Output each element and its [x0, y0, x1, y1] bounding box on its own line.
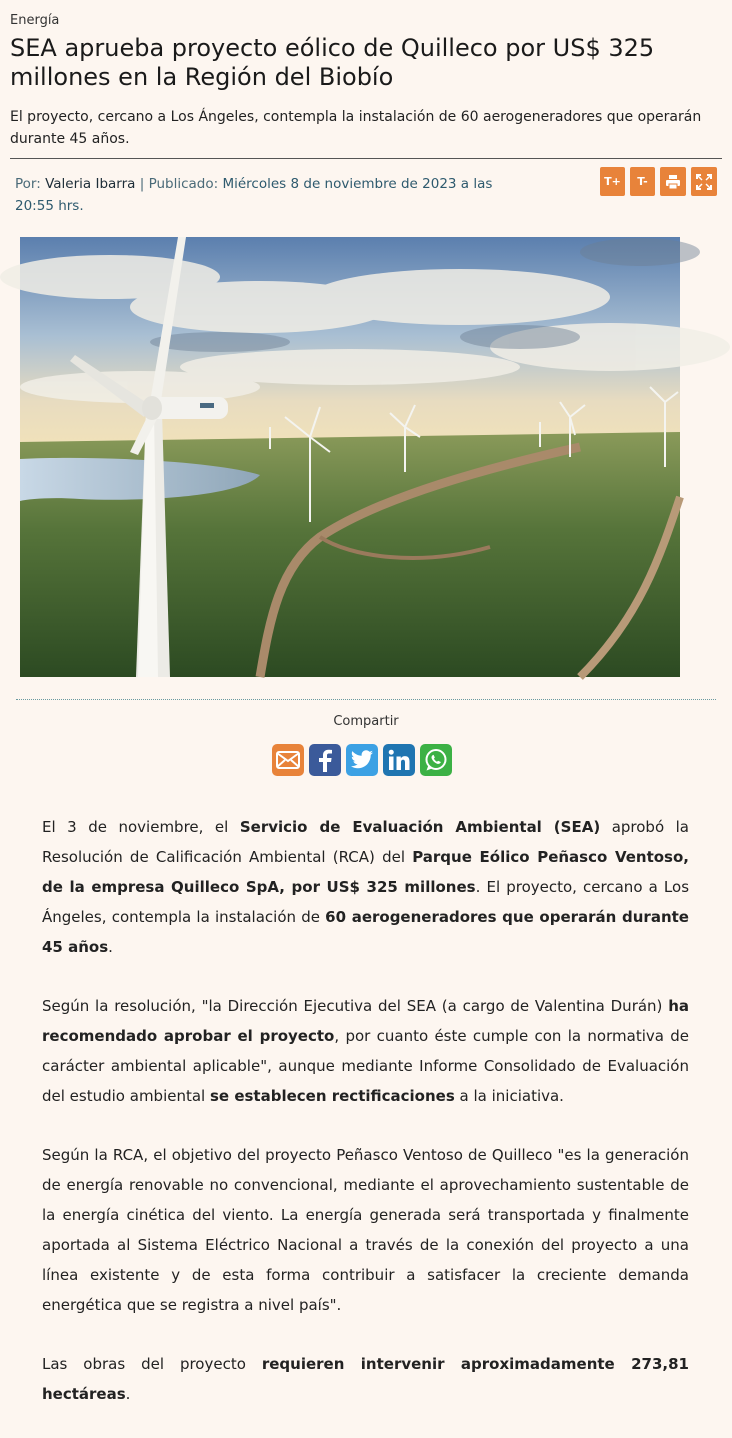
- divider: [10, 158, 722, 159]
- body-emphasis: requieren intervenir aproximadamente 273,81 hectáreas: [42, 1355, 689, 1403]
- body-text: Según la RCA, el objetivo del proyecto Peñasco Ventoso de Quilleco "es la generación de energía renovable no convencional, mediante el aprovechamiento sustentable de la energía cinética del viento. La energía generada será transportada y finalmente aportada al Sistema Eléctrico Nacional a través de la conexión del proyecto a una línea existente y de esta forma contribuir a satisfacer la creciente demanda energética que se registra a nivel país".: [42, 1146, 689, 1314]
- article-photo: [20, 237, 680, 677]
- body-text: Las obras del proyecto: [42, 1355, 262, 1373]
- article-body: [42, 812, 689, 1438]
- font-increase-button[interactable]: T+: [600, 167, 625, 196]
- twitter-icon: [350, 750, 374, 770]
- share-buttons: [272, 744, 452, 776]
- body-paragraph: [42, 1349, 689, 1409]
- body-paragraph: [42, 991, 689, 1111]
- share-twitter-button[interactable]: [346, 744, 378, 776]
- body-emphasis: Parque Eólico Peñasco Ventoso, de la empresa Quilleco SpA, por US$ 325 millones: [42, 848, 689, 896]
- share-whatsapp-button[interactable]: [420, 744, 452, 776]
- body-text: . El proyecto, cercano a Los Ángeles, contempla la instalación de: [42, 878, 690, 926]
- fullscreen-button[interactable]: [691, 167, 717, 196]
- body-emphasis: se establecen rectificaciones: [210, 1087, 455, 1105]
- font-decrease-button[interactable]: T-: [630, 167, 655, 196]
- facebook-icon: [315, 748, 335, 772]
- body-text: .: [108, 938, 113, 956]
- expand-icon: [696, 174, 712, 190]
- body-text: aprobó la Resolución de Calificación Ambiental (RCA) del: [42, 818, 689, 866]
- body-paragraph: [42, 812, 689, 962]
- share-facebook-button[interactable]: [309, 744, 341, 776]
- byline: [15, 173, 515, 217]
- body-emphasis: ha recomendado aprobar el proyecto: [42, 997, 689, 1045]
- body-emphasis: 60 aerogeneradores que operarán durante 45 años: [42, 908, 689, 956]
- share-divider: [16, 699, 716, 700]
- printer-icon: [665, 174, 681, 190]
- article-lead: El proyecto, cercano a Los Ángeles, contempla la instalación de 60 aerogeneradores que operarán durante 45 años.: [10, 109, 702, 147]
- linkedin-icon: [388, 749, 410, 771]
- share-linkedin-button[interactable]: [383, 744, 415, 776]
- body-paragraph: [42, 1140, 689, 1320]
- body-text: Según la resolución, "la Dirección Ejecutiva del SEA (a cargo de Valentina Durán): [42, 997, 669, 1015]
- whatsapp-icon: [424, 748, 448, 772]
- wind-farm-image: [20, 237, 680, 677]
- body-text: El 3 de noviembre, el: [42, 818, 240, 836]
- article-headline: SEA aprueba proyecto eólico de Quilleco por US$ 325 millones en la Región del Biobío: [10, 34, 655, 91]
- article-tools: [600, 167, 717, 196]
- byline-date: Miércoles 8 de noviembre de 2023 a las 20:55 hrs.: [15, 176, 493, 214]
- body-emphasis: Servicio de Evaluación Ambiental (SEA): [239, 818, 601, 836]
- email-icon: [276, 751, 300, 769]
- share-email-button[interactable]: [272, 744, 304, 776]
- share-label: Compartir: [333, 714, 399, 729]
- byline-author[interactable]: Valeria Ibarra: [45, 176, 136, 192]
- byline-published-label: Publicado:: [148, 176, 219, 192]
- body-text: , por cuanto éste cumple con la normativa de carácter ambiental aplicable", aunque mediante Informe Consolidado de Evaluación del estudio ambiental: [42, 1027, 689, 1105]
- body-text: .: [125, 1385, 131, 1403]
- section-label[interactable]: Energía: [10, 13, 60, 28]
- body-text: a la iniciativa.: [454, 1087, 564, 1105]
- byline-by-label: Por:: [15, 176, 41, 192]
- print-button[interactable]: [660, 167, 686, 196]
- byline-separator: |: [135, 176, 149, 192]
